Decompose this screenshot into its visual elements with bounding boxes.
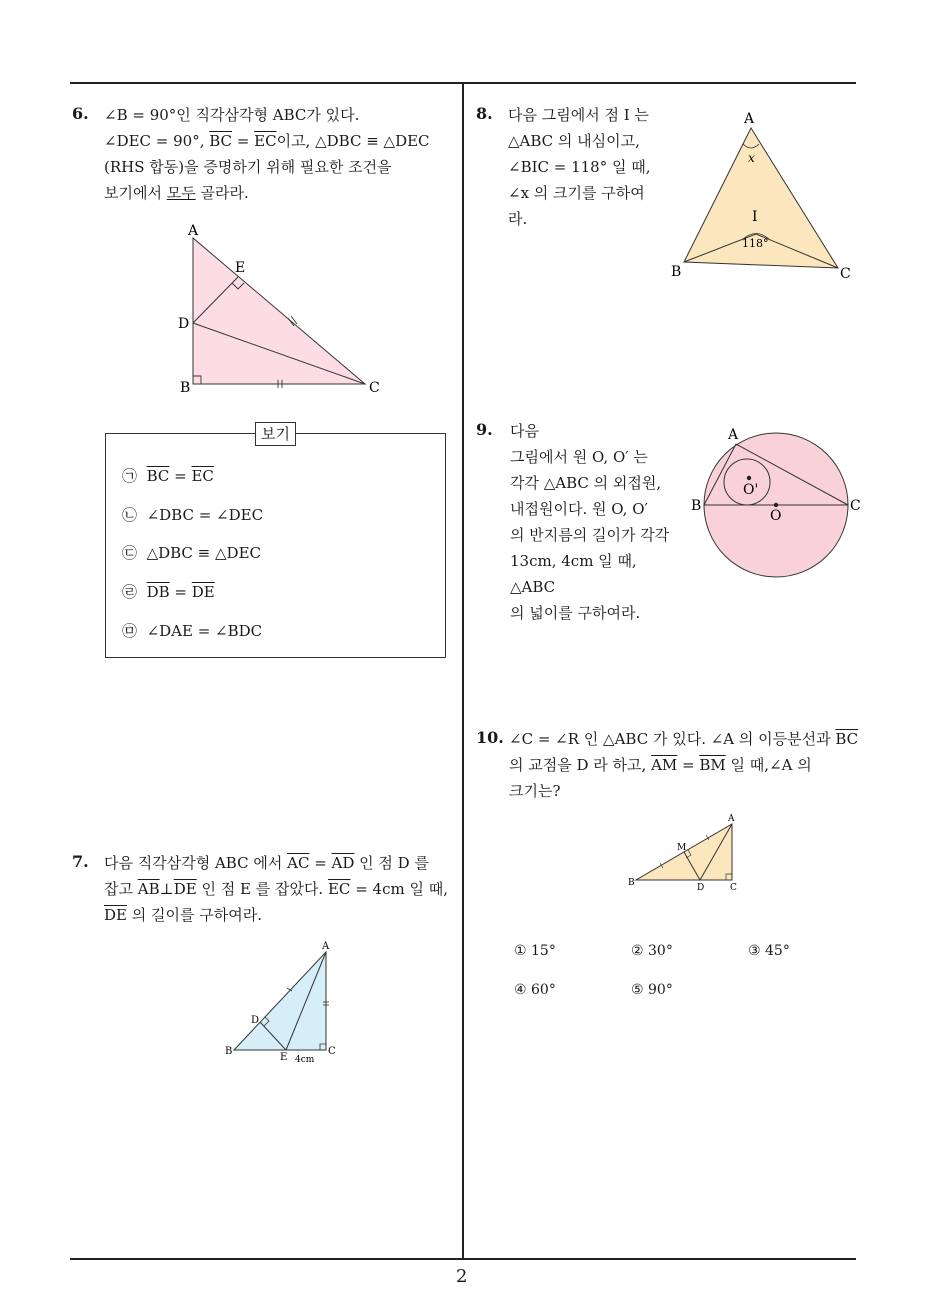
- q6-label-B: B: [180, 380, 191, 396]
- column-divider: [462, 82, 464, 1260]
- q6-label-D: D: [178, 316, 190, 332]
- q8-label-B: B: [671, 264, 682, 280]
- q10-choice-2[interactable]: ② 30°: [631, 943, 673, 959]
- q9-label-C: C: [850, 498, 861, 514]
- q7-label-D: D: [251, 1015, 260, 1026]
- q8-line3: ∠BIC = 118° 일 때,: [508, 158, 651, 176]
- q10-choice-4[interactable]: ④ 60°: [514, 982, 556, 998]
- q6-bogi-item-5: ㉤ ∠DAE = ∠BDC: [122, 622, 263, 640]
- q10-line2: 의 교점을 D 라 하고, $\overline{AM} = \overline{BM}$ 일 때,∠A 의: [509, 756, 812, 774]
- q8-label-118: 118°: [742, 237, 769, 250]
- q8-label-x: x: [748, 151, 755, 165]
- q9-center-dot: [774, 503, 778, 507]
- bottom-rule: [70, 1258, 856, 1260]
- q7-label-B: B: [225, 1046, 233, 1057]
- q7-label-E: E: [280, 1052, 288, 1063]
- q8-label-A: A: [744, 111, 755, 127]
- q10-figure: [624, 810, 744, 895]
- q7-line3: $\overline{DE}$ 의 길이를 구하여라.: [104, 906, 262, 924]
- q8-text: [508, 102, 678, 232]
- q9-label-O: O: [770, 508, 782, 524]
- q6-label-C: C: [369, 380, 380, 396]
- page-number: 2: [456, 1266, 468, 1287]
- q10-choice-1[interactable]: ① 15°: [514, 943, 556, 959]
- q6-number: 6.: [72, 104, 89, 123]
- q9-figure: [686, 424, 866, 582]
- q9-line1: 다음: [510, 422, 539, 440]
- q6-bogi-title: 보기: [255, 422, 296, 446]
- q10-label-D: D: [697, 883, 705, 893]
- q9-incenter-dot: [747, 476, 751, 480]
- q10-text: [509, 726, 869, 804]
- q10-line1: ∠C = ∠R 인 △ABC 가 있다. ∠A 의 이등분선과 $\overline{BC}$: [509, 730, 859, 748]
- q6-text: [104, 102, 454, 206]
- q7-triangle: [234, 952, 326, 1050]
- q6-triangle: [193, 238, 365, 384]
- q6-bogi-item-2: ㉡ ∠DBC = ∠DEC: [122, 506, 264, 524]
- q9-number: 9.: [476, 420, 493, 439]
- q10-label-C: C: [730, 883, 737, 893]
- q9-line5: 의 반지름의 길이가 각각: [510, 526, 670, 544]
- q10-label-B: B: [628, 878, 635, 888]
- q7-line1: 다음 직각삼각형 ABC 에서 $\overline{AC} = \overline{AD}$ 인 점 D 를: [104, 854, 429, 872]
- q6-figure: [170, 222, 390, 402]
- q6-line1: ∠B = 90°인 직각삼각형 ABC가 있다.: [104, 106, 360, 124]
- q7-number: 7.: [72, 852, 89, 871]
- q8-label-I: I: [752, 209, 758, 225]
- q6-line2: ∠DEC = 90°, $\overline{BC} = \overline{EC}$이고, △DBC ≡ △DEC: [104, 132, 430, 150]
- q7-figure: [222, 938, 342, 1068]
- q7-label-C: C: [328, 1046, 336, 1057]
- q9-line6: 13cm, 4cm 일 때, △ABC: [510, 552, 637, 596]
- q9-line4: 내접원이다. 원 O, O′: [510, 500, 648, 518]
- q7-line2: 잡고 $\overline{AB}\perp\overline{DE}$ 인 점 E 를 잡았다. $\overline{EC} = 4cm$ 일 때,: [104, 880, 448, 898]
- q7-text: [104, 850, 454, 928]
- q8-line2: △ABC 의 내심이고,: [508, 132, 640, 150]
- q10-choice-3[interactable]: ③ 45°: [748, 943, 790, 959]
- q10-number: 10.: [476, 728, 504, 747]
- q6-line4: 보기에서 모두 골라라.: [104, 184, 249, 202]
- q9-label-A: A: [728, 427, 739, 443]
- q6-bogi-item-3: ㉢ △DBC ≡ △DEC: [122, 544, 261, 562]
- q6-line3: (RHS 합동)을 증명하기 위해 필요한 조건을: [104, 158, 392, 176]
- q6-label-E: E: [235, 260, 246, 276]
- q7-label-A: A: [322, 941, 330, 952]
- q8-line5: 라.: [508, 210, 528, 228]
- q6-label-A: A: [188, 223, 199, 239]
- q8-line4: ∠x 의 크기를 구하여: [508, 184, 645, 202]
- q10-label-M: M: [677, 843, 687, 853]
- q9-label-B: B: [691, 498, 702, 514]
- q9-line2: 그림에서 원 O, O′ 는: [510, 448, 648, 466]
- q8-figure: [664, 106, 864, 286]
- q8-number: 8.: [476, 104, 493, 123]
- q10-line3: 크기는?: [509, 782, 561, 800]
- q7-label-length: 4cm: [295, 1055, 315, 1065]
- q10-choice-5[interactable]: ⑤ 90°: [631, 982, 673, 998]
- q9-label-Op: O': [743, 482, 759, 498]
- q8-line1: 다음 그림에서 점 I 는: [508, 106, 649, 124]
- q9-line7: 의 넓이를 구하여라.: [510, 604, 641, 622]
- q6-bogi-item-4: ㉣ $\overline{DB} = \overline{DE}$: [122, 583, 215, 601]
- q10-label-A: A: [728, 814, 735, 824]
- q9-line3: 각각 △ABC 의 외접원,: [510, 474, 662, 492]
- q8-label-C: C: [840, 266, 851, 282]
- q9-text: [510, 418, 685, 626]
- q6-bogi-item-1: ㉠ $\overline{BC} = \overline{EC}$: [122, 467, 214, 485]
